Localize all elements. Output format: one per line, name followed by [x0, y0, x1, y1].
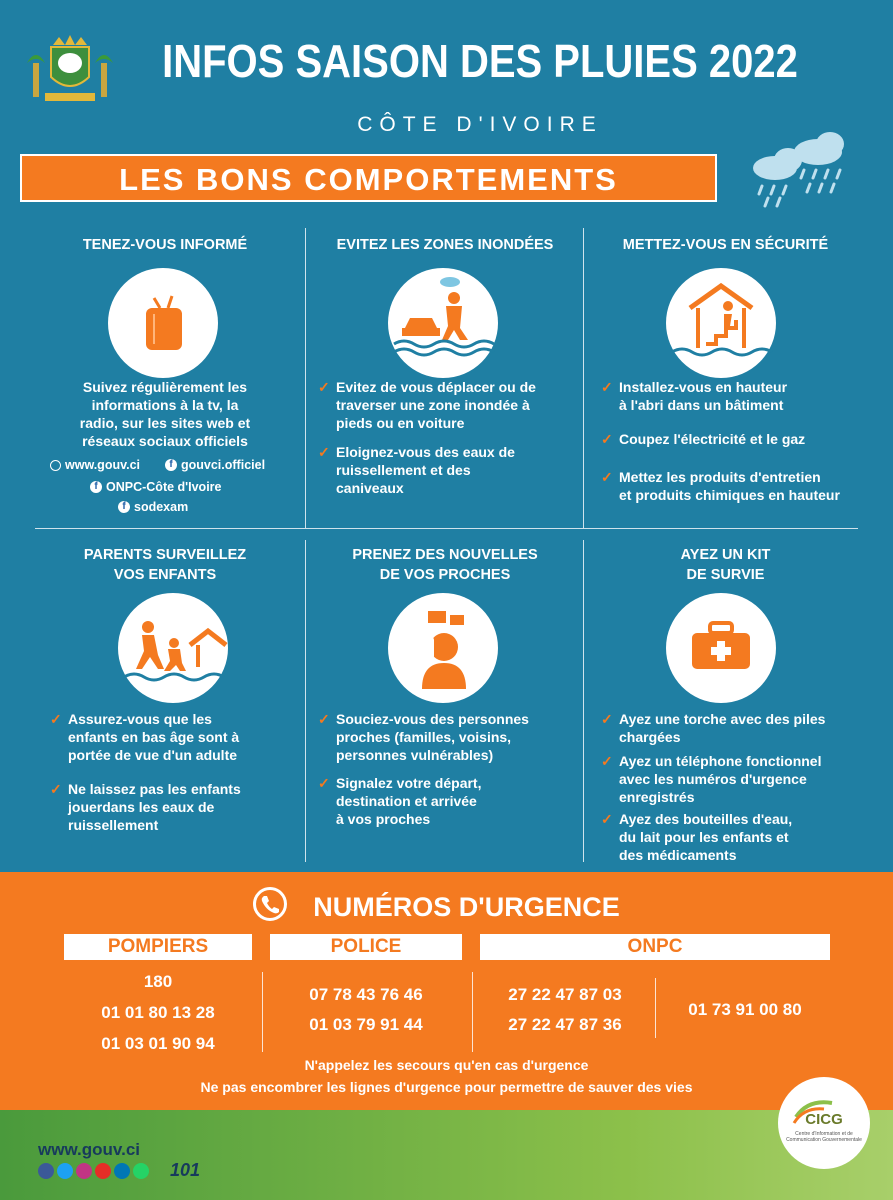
footer-website[interactable]: www.gouv.ci — [38, 1140, 141, 1159]
phone-number[interactable]: 180 — [143, 972, 173, 991]
grid-divider — [305, 540, 306, 862]
linkedin-icon[interactable] — [114, 1163, 130, 1179]
section-banner: LES BONS COMPORTEMENTS — [20, 154, 717, 202]
emergency-title: NUMÉROS D'URGENCE — [313, 892, 620, 922]
section-icon-circle — [666, 268, 776, 378]
section-bullet: ✓ Ayez un téléphone fonctionnel avec les numéros d'urgence enregistrés — [601, 752, 861, 806]
facebook-link[interactable]: f ONPC-Côte d'Ivoire — [90, 480, 222, 494]
pompiers-header: POMPIERS — [64, 934, 252, 960]
emergency-note: Ne pas encombrer les lignes d'urgence pour permettre de sauver des vies — [200, 1079, 693, 1095]
column-divider — [472, 972, 473, 1052]
section-bullet: ✓ Installez-vous en hauteur à l'abri dans un bâtiment — [601, 378, 861, 414]
social-icons — [38, 1163, 149, 1179]
facebook-icon[interactable] — [38, 1163, 54, 1179]
column-divider — [262, 972, 263, 1052]
column-divider — [655, 978, 656, 1038]
first-aid-kit-icon — [666, 593, 776, 703]
section-icon-circle — [388, 268, 498, 378]
section-bullet: ✓ Souciez-vous des personnes proches (familles, voisins, personnes vulnérables) — [318, 710, 578, 764]
flooded-zone-icon — [388, 268, 498, 378]
section-icon-circle — [666, 593, 776, 703]
grid-divider — [35, 528, 858, 529]
section-bullet: ✓ Mettez les produits d'entretien et produits chimiques en hauteur — [601, 468, 861, 504]
phone-number[interactable]: 01 03 01 90 94 — [101, 1034, 215, 1053]
onpc-header: ONPC — [480, 934, 830, 960]
facebook-link[interactable]: f sodexam — [118, 500, 188, 514]
section-text: Suivez régulièrement les informations à la tv, la radio, sur les sites web et réseaux sociaux officiels — [79, 379, 251, 449]
section-title-safety: METTEZ-VOUS EN SÉCURITÉ — [622, 237, 829, 253]
globe-icon — [50, 460, 61, 471]
coat-of-arms-icon — [25, 33, 115, 105]
section-bullet: ✓ Eloignez-vous des eaux de ruissellement et des caniveaux — [318, 443, 578, 497]
rain-cloud-icon — [740, 130, 850, 210]
section-bullet: ✓ Assurez-vous que les enfants en bas âge sont à portée de vue d'un adulte — [50, 710, 295, 764]
section-title-children: PARENTS SURVEILLEZ VOS ENFANTS — [83, 547, 247, 583]
phone-number[interactable]: 01 03 79 91 44 — [309, 1015, 423, 1034]
whatsapp-icon[interactable] — [133, 1163, 149, 1179]
section-bullet: ✓ Ne laissez pas les enfants jouerdans les eaux de ruissellement — [50, 780, 295, 834]
phone-number[interactable]: 01 01 80 13 28 — [101, 1003, 215, 1022]
twitter-icon[interactable] — [57, 1163, 73, 1179]
cicg-logo: CICG Centre d'Information et de Communication Gouvernementale — [778, 1077, 870, 1169]
youtube-icon[interactable] — [95, 1163, 111, 1179]
section-title-relatives: PRENEZ DES NOUVELLES DE VOS PROCHES — [352, 547, 538, 583]
shelter-stairs-icon — [666, 268, 776, 378]
phone-number[interactable]: 27 22 47 87 03 — [508, 985, 622, 1004]
section-icon-circle — [388, 593, 498, 703]
section-bullet: ✓ Ayez des bouteilles d'eau, du lait pour les enfants et des médicaments — [601, 810, 861, 864]
phone-number[interactable]: 07 78 43 76 46 — [309, 985, 423, 1004]
facebook-icon: f — [90, 481, 102, 493]
police-header: POLICE — [270, 934, 462, 960]
page-subtitle: CÔTE D'IVOIRE — [357, 113, 603, 136]
emergency-note: N'appelez les secours qu'en cas d'urgence — [304, 1057, 589, 1073]
grid-divider — [583, 228, 584, 528]
page-title: INFOS SAISON DES PLUIES 2022 — [162, 36, 798, 88]
phone-call-icon — [388, 593, 498, 703]
section-bullet: ✓ Coupez l'électricité et le gaz — [601, 430, 861, 448]
grid-divider — [305, 228, 306, 528]
section-bullet: ✓ Evitez de vous déplacer ou de traverser une zone inondée à pieds ou en voiture — [318, 378, 578, 432]
tv-icon — [108, 268, 218, 378]
footer-number: 101 — [170, 1160, 201, 1180]
section-bullet: ✓ Signalez votre départ, destination et arrivée à vos proches — [318, 774, 578, 828]
section-icon-circle — [118, 593, 228, 703]
section-title-flood: EVITEZ LES ZONES INONDÉES — [336, 237, 554, 253]
facebook-link[interactable]: f gouvci.officiel — [165, 458, 265, 472]
section-title-survival-kit: AYEZ UN KIT DE SURVIE — [680, 547, 771, 583]
website-link[interactable]: www.gouv.ci — [50, 458, 140, 472]
instagram-icon[interactable] — [76, 1163, 92, 1179]
facebook-icon: f — [165, 459, 177, 471]
phone-number[interactable]: 27 22 47 87 36 — [508, 1015, 622, 1034]
facebook-icon: f — [118, 501, 130, 513]
section-bullet: ✓ Ayez une torche avec des piles chargées — [601, 710, 861, 746]
section-icon-circle — [108, 268, 218, 378]
section-title-informed: TENEZ-VOUS INFORMÉ — [82, 237, 248, 253]
grid-divider — [583, 540, 584, 862]
phone-number[interactable]: 01 73 91 00 80 — [688, 1000, 802, 1019]
children-house-icon — [118, 593, 228, 703]
